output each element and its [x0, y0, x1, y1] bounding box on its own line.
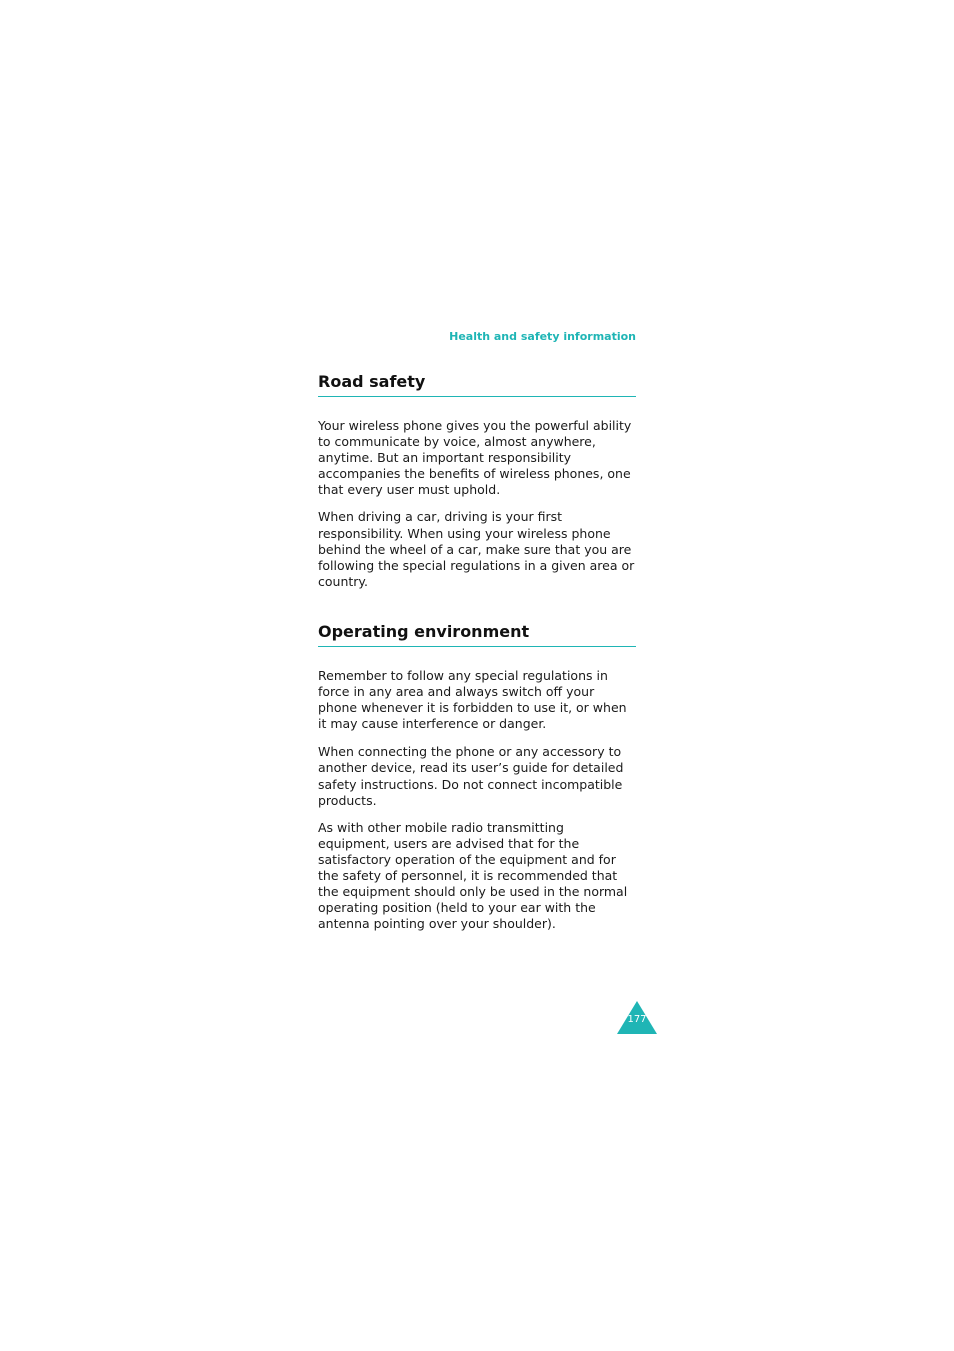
- section-title: Operating environment: [318, 622, 636, 647]
- page-number-marker: [617, 1001, 657, 1034]
- paragraph: When driving a car, driving is your first responsibility. When using your wireless phone behind the wheel of a car, make sure that you are following the special regulations in a given area or country.: [318, 509, 635, 589]
- running-header: Health and safety information: [449, 330, 636, 343]
- paragraph: When connecting the phone or any accessory to another device, read its user’s guide for detailed safety instructions. Do not connect incompatible products.: [318, 744, 624, 808]
- paragraph: As with other mobile radio transmitting equipment, users are advised that for the satisfactory operation of the equipment and for the safety of personnel, it is recommended that the equipment should only be used in the normal operating position (held to your ear with the antenna pointing over your shoulder).: [318, 819, 628, 932]
- section-title: Road safety: [318, 372, 636, 397]
- paragraph: Remember to follow any special regulations in force in any area and always switch off your phone whenever it is forbidden to use it, or when it may cause interference or danger.: [318, 668, 627, 732]
- section-road-safety: [318, 372, 636, 590]
- paragraph: Your wireless phone gives you the powerful ability to communicate by voice, almost anywhere, anytime. But an important responsibility accompanies the benefits of wireless phones, one that every user must uphold.: [318, 418, 632, 498]
- section-operating-environment: [318, 622, 636, 932]
- page-number: 177: [627, 1014, 647, 1025]
